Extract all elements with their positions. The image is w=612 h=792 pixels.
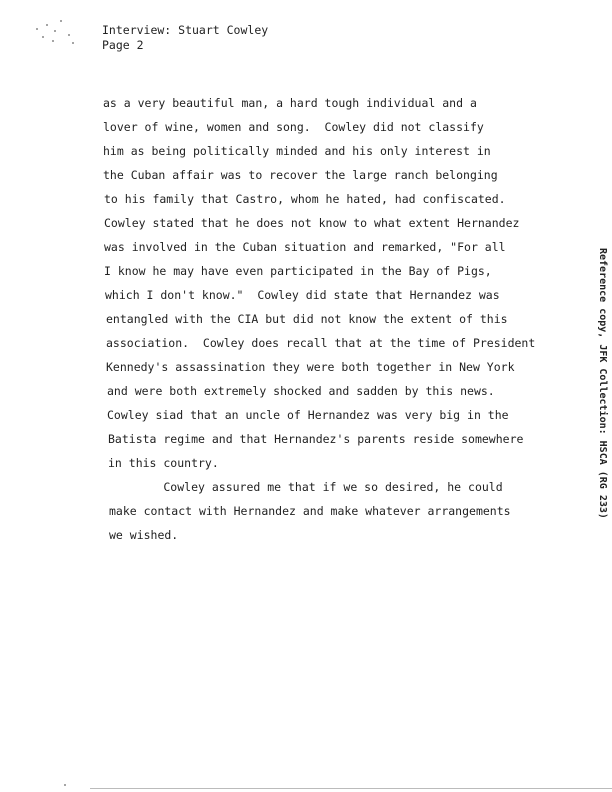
- scan-speck: [68, 34, 70, 36]
- body-line: the Cuban affair was to recover the large ranch belonging: [103, 168, 498, 182]
- page-number: Page 2: [102, 38, 144, 52]
- body-line: in this country.: [108, 456, 219, 470]
- body-line: was involved in the Cuban situation and remarked, "For all: [104, 240, 506, 254]
- scan-speck: [52, 40, 54, 42]
- scan-speck: [42, 36, 44, 38]
- body-line: we wished.: [109, 528, 179, 542]
- body-line: Cowley assured me that if we so desired, he could: [108, 480, 503, 494]
- archive-reference-stamp: Reference copy, JFK Collection: HSCA (RG 233): [597, 248, 608, 519]
- body-line: Kennedy's assassination they were both together in New York: [106, 360, 515, 374]
- interview-title: Interview: Stuart Cowley: [102, 23, 269, 37]
- document-header: [102, 23, 268, 53]
- body-line: association. Cowley does recall that at the time of President: [106, 336, 536, 350]
- body-line: make contact with Hernandez and make whatever arrangements: [109, 504, 511, 518]
- scan-speck: [60, 20, 62, 22]
- body-line: Cowley siad that an uncle of Hernandez was very big in the: [107, 408, 509, 422]
- body-line: lover of wine, women and song. Cowley did not classify: [103, 120, 484, 134]
- body-line: which I don't know." Cowley did state that Hernandez was: [105, 288, 500, 302]
- body-line: I know he may have even participated in the Bay of Pigs,: [104, 264, 492, 278]
- body-line: Batista regime and that Hernandez's parents reside somewhere: [108, 432, 524, 446]
- scan-speck: [72, 42, 74, 44]
- page-bottom-edge: [90, 788, 612, 789]
- scan-speck: [64, 784, 66, 786]
- body-line: entangled with the CIA but did not know the extent of this: [106, 312, 508, 326]
- body-line: to his family that Castro, whom he hated, had confiscated.: [104, 192, 506, 206]
- body-line: as a very beautiful man, a hard tough individual and a: [103, 96, 477, 110]
- scan-speck: [54, 30, 56, 32]
- scan-speck: [36, 28, 38, 30]
- body-line: Cowley stated that he does not know to what extent Hernandez: [104, 216, 520, 230]
- body-line: and were both extremely shocked and sadden by this news.: [107, 384, 495, 398]
- scan-speck: [46, 24, 48, 26]
- body-line: him as being politically minded and his only interest in: [103, 144, 491, 158]
